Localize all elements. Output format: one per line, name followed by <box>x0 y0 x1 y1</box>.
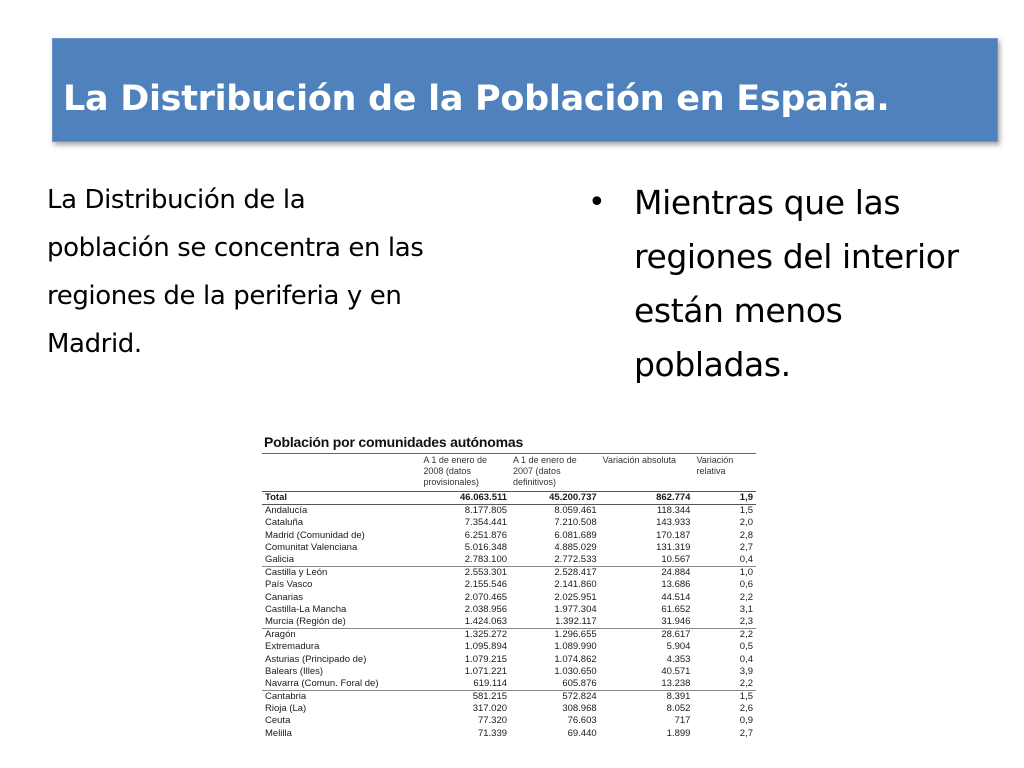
cell-2008: 46.063.511 <box>420 492 510 505</box>
cell-absolute-variation: 143.933 <box>656 517 691 529</box>
table-row <box>262 604 756 616</box>
cell-relative-variation: 2,7 <box>739 541 753 553</box>
header-2008: A 1 de enero de 2008 (datos provisionales) <box>420 454 510 492</box>
table-row <box>262 530 756 542</box>
cell-relative-variation: 2,8 <box>739 529 753 541</box>
header-relative-variation: Variación relativa <box>693 454 756 492</box>
table-header-row <box>262 454 756 492</box>
cell-2007: 4.885.029 <box>554 541 597 553</box>
cell-2008: 7.354.441 <box>464 517 508 529</box>
table-row <box>262 554 756 567</box>
cell-absolute-variation: 170.187 <box>656 529 691 541</box>
cell-2008: 2.038.956 <box>464 603 508 615</box>
cell-2008: 619.114 <box>420 678 510 691</box>
bullet-text: Mientras que las regiones del interior están menos pobladas. <box>634 183 959 384</box>
cell-region: Canarias <box>265 591 304 603</box>
cell-absolute-variation: 24.884 <box>661 567 691 579</box>
table-row <box>262 579 756 591</box>
cell-2008: 1.071.221 <box>464 665 508 677</box>
cell-region: Ceuta <box>265 715 291 727</box>
cell-2007: 8.059.461 <box>554 505 597 517</box>
cell-2007: 2.528.417 <box>554 567 597 579</box>
table-row <box>262 666 756 678</box>
cell-relative-variation: 0,9 <box>739 715 753 727</box>
table-row <box>262 567 756 580</box>
table-row <box>262 691 756 704</box>
table-row <box>262 542 756 554</box>
left-paragraph: La Distribución de la población se concentra en las regiones de la periferia y en Madrid. <box>47 185 424 359</box>
cell-2008: 1.095.894 <box>464 641 508 653</box>
header-absolute-variation: Variación absoluta <box>600 454 694 492</box>
header-2007: A 1 de enero de 2007 (datos definitivos) <box>510 454 600 492</box>
cell-region: Cataluña <box>265 517 304 529</box>
cell-2007: 2.025.951 <box>554 591 597 603</box>
cell-2008: 5.016.348 <box>464 541 508 553</box>
population-table <box>262 454 756 740</box>
cell-region: Melilla <box>265 727 292 739</box>
slide-title: La Distribución de la Población en España. <box>63 79 890 119</box>
cell-2007: 1.030.650 <box>554 665 597 677</box>
cell-2007: 1.089.990 <box>554 641 597 653</box>
cell-relative-variation: 0,4 <box>739 653 753 665</box>
cell-2007: 308.968 <box>562 703 597 715</box>
cell-2008: 6.251.876 <box>464 529 508 541</box>
cell-relative-variation: 1,5 <box>739 691 753 703</box>
cell-2008: 581.215 <box>472 691 508 703</box>
cell-region: País Vasco <box>265 579 313 591</box>
cell-region: Comunitat Valenciana <box>265 541 358 553</box>
cell-absolute-variation: 4.353 <box>666 653 691 665</box>
cell-2007: 7.210.508 <box>554 517 597 529</box>
cell-region: Madrid (Comunidad de) <box>265 529 365 541</box>
cell-2007: 1.296.655 <box>554 629 597 641</box>
cell-absolute-variation: 1.899 <box>666 727 691 739</box>
cell-region: Rioja (La) <box>265 703 307 715</box>
table-row <box>262 629 756 642</box>
cell-relative-variation: 3,9 <box>739 665 753 677</box>
cell-relative-variation: 2,2 <box>739 591 753 603</box>
cell-absolute-variation: 44.514 <box>661 591 691 603</box>
cell-2007: 6.081.689 <box>554 529 597 541</box>
right-bullet-item <box>588 176 1008 392</box>
cell-relative-variation: 2,2 <box>739 629 753 641</box>
cell-absolute-variation: 10.567 <box>600 554 694 567</box>
cell-absolute-variation: 40.571 <box>661 665 691 677</box>
cell-relative-variation: 0,5 <box>739 641 753 653</box>
cell-relative-variation: 2,3 <box>693 616 756 629</box>
cell-region: Extremadura <box>265 641 320 653</box>
cell-region: Cantabria <box>265 691 307 703</box>
cell-region: Andalucía <box>265 505 308 517</box>
cell-2007: 2.772.533 <box>510 554 600 567</box>
cell-2008: 1.325.272 <box>464 629 508 641</box>
cell-absolute-variation: 13.686 <box>661 579 691 591</box>
table-total-row <box>262 492 756 505</box>
cell-2007: 76.603 <box>567 715 597 727</box>
cell-region: Aragón <box>265 629 296 641</box>
cell-region: Castilla-La Mancha <box>265 603 347 615</box>
table-row <box>262 703 756 715</box>
cell-region: Asturias (Principado de) <box>265 653 367 665</box>
cell-2008: 1.424.063 <box>420 616 510 629</box>
cell-relative-variation: 1,9 <box>693 492 756 505</box>
cell-absolute-variation: 31.946 <box>600 616 694 629</box>
cell-2007: 572.824 <box>562 691 597 703</box>
header-region <box>262 454 420 492</box>
cell-region: Murcia (Región de) <box>262 616 420 629</box>
cell-2007: 69.440 <box>567 727 597 739</box>
cell-relative-variation: 2,7 <box>739 727 753 739</box>
cell-absolute-variation: 118.344 <box>656 505 691 517</box>
table-row <box>262 715 756 727</box>
cell-absolute-variation: 131.319 <box>656 541 691 553</box>
cell-region: Total <box>262 492 420 505</box>
cell-absolute-variation: 28.617 <box>661 629 691 641</box>
cell-relative-variation: 1,5 <box>739 505 753 517</box>
table-row <box>262 592 756 604</box>
cell-2008: 317.020 <box>472 703 508 715</box>
cell-2007: 1.977.304 <box>554 603 597 615</box>
cell-absolute-variation: 5.904 <box>666 641 691 653</box>
table-row <box>262 517 756 529</box>
cell-relative-variation: 2,6 <box>739 703 753 715</box>
table-body <box>262 492 756 740</box>
table-title: Población por comunidades autónomas <box>264 434 524 450</box>
cell-2008: 2.070.465 <box>464 591 508 603</box>
table-row <box>262 728 756 740</box>
table-row <box>262 641 756 653</box>
cell-2008: 2.553.301 <box>464 567 508 579</box>
cell-absolute-variation: 8.391 <box>666 691 691 703</box>
cell-2008: 8.177.805 <box>464 505 508 517</box>
cell-2008: 1.079.215 <box>464 653 508 665</box>
cell-region: Balears (Illes) <box>265 665 324 677</box>
cell-relative-variation: 2,2 <box>693 678 756 691</box>
bullet-icon: • <box>588 185 606 220</box>
cell-absolute-variation: 13.238 <box>600 678 694 691</box>
cell-relative-variation: 2,0 <box>739 517 753 529</box>
table-row <box>262 505 756 518</box>
cell-absolute-variation: 862.774 <box>600 492 694 505</box>
cell-relative-variation: 1,0 <box>739 567 753 579</box>
cell-region: Castilla y León <box>265 567 328 579</box>
table-row <box>262 678 756 691</box>
cell-region: Galicia <box>262 554 420 567</box>
cell-absolute-variation: 717 <box>674 715 691 727</box>
table-row <box>262 653 756 665</box>
cell-2008: 2.155.546 <box>464 579 508 591</box>
cell-2008: 2.783.100 <box>420 554 510 567</box>
title-banner <box>52 38 998 142</box>
cell-2008: 71.339 <box>477 727 508 739</box>
cell-2007: 605.876 <box>510 678 600 691</box>
cell-region: Navarra (Comun. Foral de) <box>262 678 420 691</box>
cell-2007: 45.200.737 <box>510 492 600 505</box>
cell-relative-variation: 3,1 <box>739 603 753 615</box>
cell-absolute-variation: 8.052 <box>666 703 691 715</box>
table-row <box>262 616 756 629</box>
population-table-figure <box>256 428 762 748</box>
cell-absolute-variation: 61.652 <box>661 603 691 615</box>
cell-2007: 1.074.862 <box>554 653 597 665</box>
cell-2007: 2.141.860 <box>554 579 597 591</box>
cell-2008: 77.320 <box>477 715 508 727</box>
cell-relative-variation: 0,4 <box>693 554 756 567</box>
cell-relative-variation: 0,6 <box>739 579 753 591</box>
cell-2007: 1.392.117 <box>510 616 600 629</box>
